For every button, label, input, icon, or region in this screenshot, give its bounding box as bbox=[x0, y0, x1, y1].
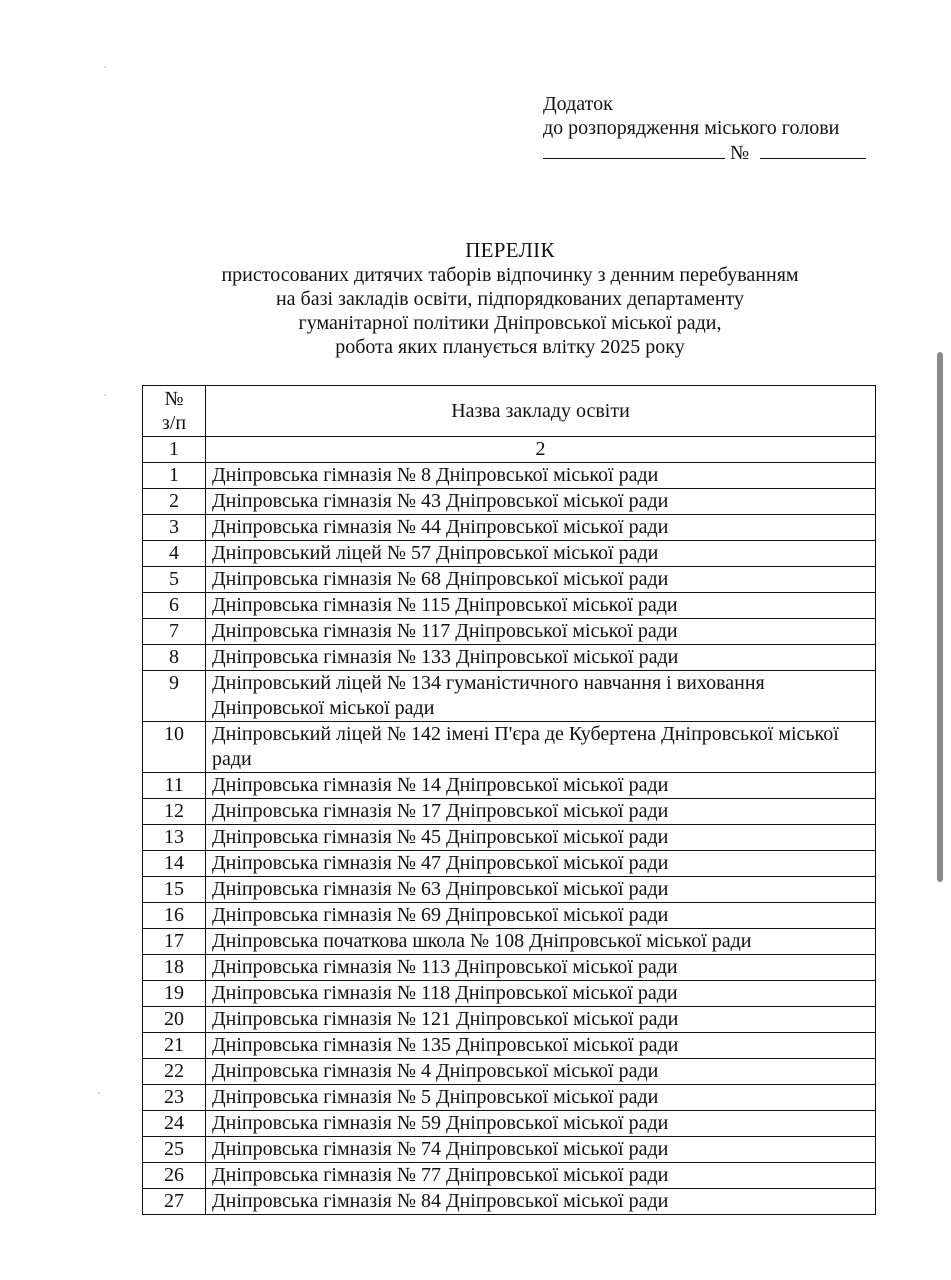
scan-speck bbox=[104, 66, 106, 68]
institution-name: Дніпровська гімназія № 113 Дніпровської міської ради bbox=[206, 955, 876, 981]
table-row bbox=[143, 955, 876, 981]
row-number: 26 bbox=[143, 1163, 206, 1189]
institution-name: Дніпровська гімназія № 118 Дніпровської міської ради bbox=[206, 981, 876, 1007]
table-row bbox=[143, 489, 876, 515]
addendum-title: Додаток bbox=[543, 93, 613, 115]
column-header-number-line2: з/п bbox=[161, 412, 187, 434]
table-row bbox=[143, 1189, 876, 1215]
table-row bbox=[143, 645, 876, 671]
row-number: 25 bbox=[143, 1137, 206, 1163]
column-header-number bbox=[143, 386, 206, 437]
table-row bbox=[143, 929, 876, 955]
institution-name: Дніпровська гімназія № 45 Дніпровської міської ради bbox=[206, 825, 876, 851]
scan-speck bbox=[104, 394, 106, 396]
table-row bbox=[143, 515, 876, 541]
institution-name: Дніпровська гімназія № 115 Дніпровської міської ради bbox=[206, 593, 876, 619]
institution-name: Дніпровська гімназія № 84 Дніпровської міської ради bbox=[206, 1189, 876, 1215]
column-index-1: 1 bbox=[143, 437, 206, 463]
title-line-1: пристосованих дитячих таборів відпочинку з денним перебуванням bbox=[221, 264, 799, 286]
row-number: 17 bbox=[143, 929, 206, 955]
table-row bbox=[143, 593, 876, 619]
table-row bbox=[143, 877, 876, 903]
institution-name: Дніпровська гімназія № 69 Дніпровської міської ради bbox=[206, 903, 876, 929]
institution-name: Дніпровський ліцей № 57 Дніпровської міської ради bbox=[206, 541, 876, 567]
row-number: 14 bbox=[143, 851, 206, 877]
table-row bbox=[143, 722, 876, 773]
row-number: 13 bbox=[143, 825, 206, 851]
row-number: 21 bbox=[143, 1033, 206, 1059]
table-row bbox=[143, 671, 876, 722]
row-number: 16 bbox=[143, 903, 206, 929]
table-row bbox=[143, 1137, 876, 1163]
addendum-block bbox=[543, 92, 883, 165]
row-number: 4 bbox=[143, 541, 206, 567]
row-number: 22 bbox=[143, 1059, 206, 1085]
row-number: 27 bbox=[143, 1189, 206, 1215]
scan-speck bbox=[98, 1092, 100, 1094]
table-row bbox=[143, 799, 876, 825]
table-row bbox=[143, 463, 876, 489]
row-number: 18 bbox=[143, 955, 206, 981]
row-number: 11 bbox=[143, 773, 206, 799]
table-row bbox=[143, 1007, 876, 1033]
institution-name: Дніпровська гімназія № 74 Дніпровської міської ради bbox=[206, 1137, 876, 1163]
row-number: 15 bbox=[143, 877, 206, 903]
table-row bbox=[143, 1033, 876, 1059]
institution-name: Дніпровська гімназія № 5 Дніпровської міської ради bbox=[206, 1085, 876, 1111]
column-index-row bbox=[143, 437, 876, 463]
row-number: 2 bbox=[143, 489, 206, 515]
title-line-4: робота яких планується влітку 2025 року bbox=[335, 336, 685, 358]
title-line-2: на базі закладів освіти, підпорядкованих департаменту bbox=[275, 288, 745, 310]
row-number: 12 bbox=[143, 799, 206, 825]
institution-name: Дніпровська гімназія № 43 Дніпровської міської ради bbox=[206, 489, 876, 515]
column-header-number-line1: № bbox=[164, 388, 184, 410]
institution-name: Дніпровська гімназія № 121 Дніпровської міської ради bbox=[206, 1007, 876, 1033]
row-number: 3 bbox=[143, 515, 206, 541]
row-number: 9 bbox=[143, 671, 206, 722]
row-number: 7 bbox=[143, 619, 206, 645]
table-row bbox=[143, 773, 876, 799]
addendum-subtitle: до розпорядження міського голови bbox=[543, 117, 840, 139]
table-row bbox=[143, 903, 876, 929]
row-number: 5 bbox=[143, 567, 206, 593]
row-number: 20 bbox=[143, 1007, 206, 1033]
institution-name: Дніпровська початкова школа № 108 Дніпровської міської ради bbox=[206, 929, 876, 955]
row-number: 24 bbox=[143, 1111, 206, 1137]
table-row bbox=[143, 1163, 876, 1189]
table-row bbox=[143, 825, 876, 851]
date-blank-line bbox=[543, 140, 725, 159]
institution-name: Дніпровська гімназія № 4 Дніпровської міської ради bbox=[206, 1059, 876, 1085]
institution-name: Дніпровська гімназія № 68 Дніпровської міської ради bbox=[206, 567, 876, 593]
institution-name: Дніпровський ліцей № 142 імені П'єра де Кубертена Дніпровської міської ради bbox=[206, 722, 876, 773]
institution-name: Дніпровська гімназія № 47 Дніпровської міської ради bbox=[206, 851, 876, 877]
table-row bbox=[143, 1085, 876, 1111]
table-row bbox=[143, 619, 876, 645]
column-index-2: 2 bbox=[206, 437, 876, 463]
table-row bbox=[143, 851, 876, 877]
institutions-table bbox=[142, 385, 876, 1215]
institution-name: Дніпровська гімназія № 135 Дніпровської міської ради bbox=[206, 1033, 876, 1059]
institution-name: Дніпровська гімназія № 44 Дніпровської міської ради bbox=[206, 515, 876, 541]
document-title-block bbox=[120, 238, 900, 359]
table-row bbox=[143, 567, 876, 593]
institution-name: Дніпровська гімназія № 63 Дніпровської міської ради bbox=[206, 877, 876, 903]
table-row bbox=[143, 981, 876, 1007]
title-line-3: гуманітарної політики Дніпровської міської ради, bbox=[298, 312, 722, 334]
institution-name: Дніпровська гімназія № 59 Дніпровської міської ради bbox=[206, 1111, 876, 1137]
column-header-name: Назва закладу освіти bbox=[206, 386, 876, 437]
institution-name: Дніпровська гімназія № 14 Дніпровської міської ради bbox=[206, 773, 876, 799]
institution-name: Дніпровська гімназія № 133 Дніпровської міської ради bbox=[206, 645, 876, 671]
institution-name: Дніпровська гімназія № 8 Дніпровської міської ради bbox=[206, 463, 876, 489]
signature-row bbox=[543, 140, 883, 165]
institution-name: Дніпровська гімназія № 17 Дніпровської міської ради bbox=[206, 799, 876, 825]
page-title: ПЕРЕЛІК bbox=[465, 238, 555, 262]
number-blank-line bbox=[760, 140, 866, 159]
table-row bbox=[143, 1059, 876, 1085]
row-number: 8 bbox=[143, 645, 206, 671]
row-number: 10 bbox=[143, 722, 206, 773]
row-number: 19 bbox=[143, 981, 206, 1007]
institution-name: Дніпровська гімназія № 77 Дніпровської міської ради bbox=[206, 1163, 876, 1189]
institution-name: Дніпровський ліцей № 134 гуманістичного навчання і виховання Дніпровської міської ради bbox=[206, 671, 876, 722]
institution-name: Дніпровська гімназія № 117 Дніпровської міської ради bbox=[206, 619, 876, 645]
row-number: 6 bbox=[143, 593, 206, 619]
row-number: 23 bbox=[143, 1085, 206, 1111]
row-number: 1 bbox=[143, 463, 206, 489]
table-header-row bbox=[143, 386, 876, 437]
table-row bbox=[143, 1111, 876, 1137]
table-row bbox=[143, 541, 876, 567]
scrollbar-thumb[interactable] bbox=[937, 352, 943, 882]
number-sign: № bbox=[730, 142, 750, 164]
